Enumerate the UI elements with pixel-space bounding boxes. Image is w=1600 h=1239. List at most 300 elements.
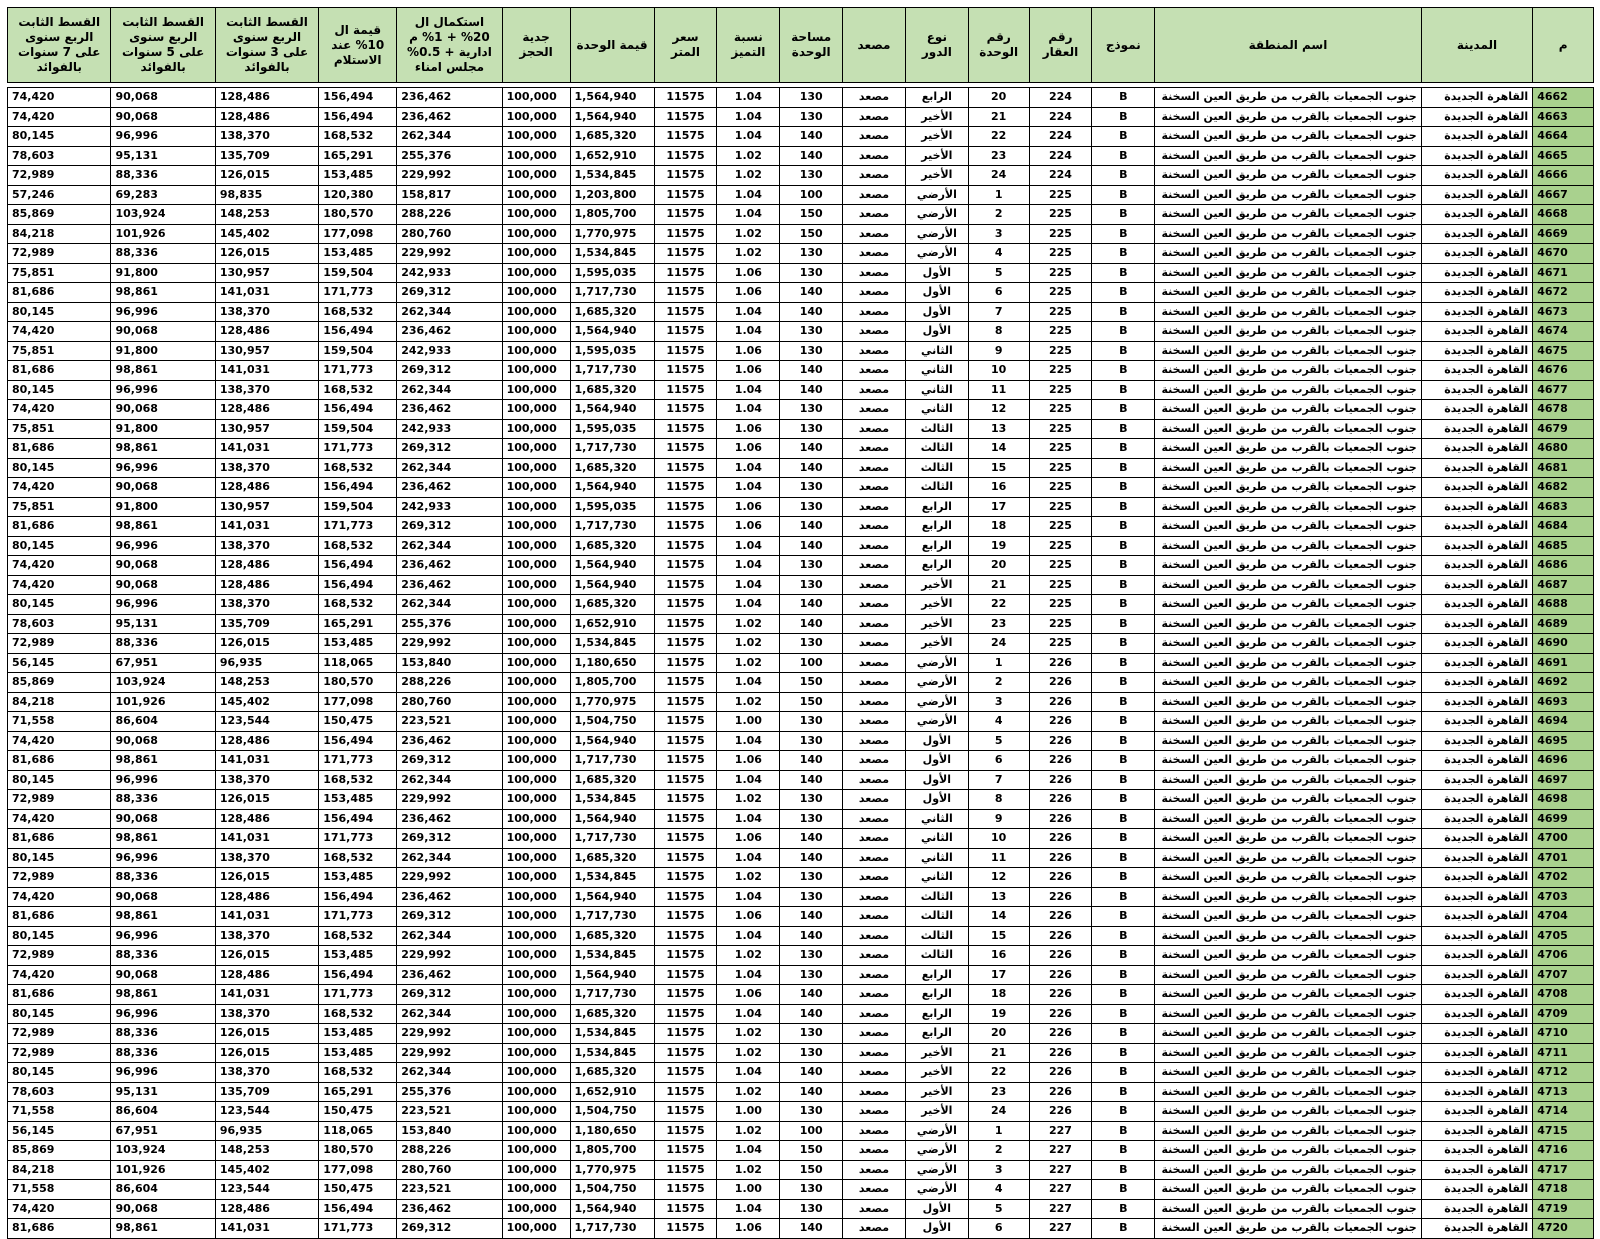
cell-installment-3y: 126,015 xyxy=(215,790,318,810)
cell-premium-ratio: 1.02 xyxy=(717,868,780,888)
cell-elevator: مصعد xyxy=(843,751,906,771)
cell-unit-value: 1,564,940 xyxy=(570,731,654,751)
cell-unit-number: 21 xyxy=(968,107,1029,127)
cell-city: القاهرة الجديدة xyxy=(1421,536,1532,556)
cell-completion-payment: 236,462 xyxy=(397,88,502,108)
cell-booking: 100,000 xyxy=(502,478,570,498)
cell-installment-3y: 130,957 xyxy=(215,263,318,283)
cell-property-number: 226 xyxy=(1029,868,1092,888)
cell-premium-ratio: 1.06 xyxy=(717,263,780,283)
cell-serial: 4683 xyxy=(1533,497,1594,517)
cell-premium-ratio: 1.04 xyxy=(717,575,780,595)
cell-premium-ratio: 1.02 xyxy=(717,1024,780,1044)
cell-elevator: مصعد xyxy=(843,517,906,537)
cell-unit-number: 17 xyxy=(968,965,1029,985)
cell-installment-5y: 98,861 xyxy=(111,517,215,537)
cell-serial: 4694 xyxy=(1533,712,1594,732)
cell-city: القاهرة الجديدة xyxy=(1421,946,1532,966)
cell-serial: 4663 xyxy=(1533,107,1594,127)
cell-premium-ratio: 1.04 xyxy=(717,400,780,420)
cell-delivery-payment: 156,494 xyxy=(319,731,397,751)
cell-delivery-payment: 156,494 xyxy=(319,575,397,595)
cell-delivery-payment: 153,485 xyxy=(319,1043,397,1063)
cell-booking: 100,000 xyxy=(502,595,570,615)
cell-meter-price: 11575 xyxy=(654,458,717,478)
cell-city: القاهرة الجديدة xyxy=(1421,127,1532,147)
cell-installment-3y: 141,031 xyxy=(215,361,318,381)
cell-city: القاهرة الجديدة xyxy=(1421,731,1532,751)
cell-meter-price: 11575 xyxy=(654,1160,717,1180)
cell-installment-7y: 84,218 xyxy=(8,692,111,712)
cell-elevator: مصعد xyxy=(843,107,906,127)
cell-area-name: جنوب الجمعيات بالقرب من طريق العين السخنة xyxy=(1155,1043,1422,1063)
cell-unit-number: 4 xyxy=(968,712,1029,732)
cell-installment-5y: 90,068 xyxy=(111,887,215,907)
table-row xyxy=(8,1102,1594,1122)
cell-property-number: 225 xyxy=(1029,439,1092,459)
cell-city: القاهرة الجديدة xyxy=(1421,419,1532,439)
cell-city: القاهرة الجديدة xyxy=(1421,458,1532,478)
cell-installment-3y: 138,370 xyxy=(215,770,318,790)
cell-property-number: 226 xyxy=(1029,692,1092,712)
cell-serial: 4693 xyxy=(1533,692,1594,712)
cell-floor-type: الأول xyxy=(905,1219,968,1239)
table-row xyxy=(8,556,1594,576)
cell-city: القاهرة الجديدة xyxy=(1421,575,1532,595)
cell-premium-ratio: 1.04 xyxy=(717,478,780,498)
cell-installment-5y: 90,068 xyxy=(111,556,215,576)
cell-installment-7y: 80,145 xyxy=(8,595,111,615)
cell-unit-value: 1,717,730 xyxy=(570,361,654,381)
cell-premium-ratio: 1.04 xyxy=(717,88,780,108)
cell-unit-area: 130 xyxy=(780,887,843,907)
cell-meter-price: 11575 xyxy=(654,1063,717,1083)
cell-area-name: جنوب الجمعيات بالقرب من طريق العين السخنة xyxy=(1155,458,1422,478)
cell-model: B xyxy=(1092,146,1155,166)
cell-installment-5y: 96,996 xyxy=(111,926,215,946)
cell-unit-number: 12 xyxy=(968,868,1029,888)
cell-elevator: مصعد xyxy=(843,790,906,810)
header-installment-3y: القسط الثابت الربع سنوى على 3 سنوات بالفوائد xyxy=(215,8,318,83)
cell-installment-5y: 88,336 xyxy=(111,1024,215,1044)
cell-installment-5y: 95,131 xyxy=(111,614,215,634)
cell-booking: 100,000 xyxy=(502,673,570,693)
cell-installment-3y: 148,253 xyxy=(215,1141,318,1161)
table-row xyxy=(8,185,1594,205)
cell-installment-5y: 101,926 xyxy=(111,692,215,712)
table-row xyxy=(8,1082,1594,1102)
cell-installment-5y: 95,131 xyxy=(111,146,215,166)
cell-floor-type: الثاني xyxy=(905,829,968,849)
cell-city: القاهرة الجديدة xyxy=(1421,1043,1532,1063)
cell-unit-value: 1,534,845 xyxy=(570,1024,654,1044)
cell-serial: 4717 xyxy=(1533,1160,1594,1180)
cell-unit-area: 140 xyxy=(780,536,843,556)
cell-installment-7y: 71,558 xyxy=(8,712,111,732)
cell-premium-ratio: 1.06 xyxy=(717,439,780,459)
cell-meter-price: 11575 xyxy=(654,185,717,205)
cell-model: B xyxy=(1092,809,1155,829)
cell-installment-5y: 91,800 xyxy=(111,497,215,517)
cell-installment-5y: 90,068 xyxy=(111,107,215,127)
cell-city: القاهرة الجديدة xyxy=(1421,1199,1532,1219)
cell-completion-payment: 153,840 xyxy=(397,653,502,673)
cell-installment-7y: 85,869 xyxy=(8,205,111,225)
cell-area-name: جنوب الجمعيات بالقرب من طريق العين السخنة xyxy=(1155,341,1422,361)
cell-floor-type: الثالث xyxy=(905,926,968,946)
cell-serial: 4665 xyxy=(1533,146,1594,166)
cell-installment-5y: 98,861 xyxy=(111,1219,215,1239)
cell-unit-area: 140 xyxy=(780,127,843,147)
cell-elevator: مصعد xyxy=(843,614,906,634)
cell-unit-number: 22 xyxy=(968,1063,1029,1083)
cell-elevator: مصعد xyxy=(843,380,906,400)
cell-installment-5y: 96,996 xyxy=(111,127,215,147)
cell-installment-7y: 74,420 xyxy=(8,400,111,420)
cell-area-name: جنوب الجمعيات بالقرب من طريق العين السخنة xyxy=(1155,692,1422,712)
cell-installment-7y: 84,218 xyxy=(8,1160,111,1180)
cell-unit-value: 1,652,910 xyxy=(570,146,654,166)
cell-delivery-payment: 156,494 xyxy=(319,556,397,576)
cell-elevator: مصعد xyxy=(843,1102,906,1122)
cell-premium-ratio: 1.02 xyxy=(717,166,780,186)
cell-model: B xyxy=(1092,1141,1155,1161)
cell-unit-number: 24 xyxy=(968,166,1029,186)
cell-unit-number: 8 xyxy=(968,322,1029,342)
cell-elevator: مصعد xyxy=(843,224,906,244)
cell-city: القاهرة الجديدة xyxy=(1421,868,1532,888)
cell-installment-3y: 123,544 xyxy=(215,712,318,732)
cell-installment-3y: 128,486 xyxy=(215,575,318,595)
cell-completion-payment: 223,521 xyxy=(397,712,502,732)
cell-premium-ratio: 1.04 xyxy=(717,770,780,790)
cell-delivery-payment: 118,065 xyxy=(319,1121,397,1141)
cell-installment-3y: 130,957 xyxy=(215,497,318,517)
cell-booking: 100,000 xyxy=(502,1219,570,1239)
cell-model: B xyxy=(1092,107,1155,127)
cell-area-name: جنوب الجمعيات بالقرب من طريق العين السخنة xyxy=(1155,517,1422,537)
cell-unit-number: 23 xyxy=(968,146,1029,166)
cell-elevator: مصعد xyxy=(843,244,906,264)
cell-property-number: 225 xyxy=(1029,634,1092,654)
cell-unit-area: 130 xyxy=(780,868,843,888)
cell-delivery-payment: 168,532 xyxy=(319,770,397,790)
cell-completion-payment: 242,933 xyxy=(397,263,502,283)
table-body xyxy=(8,88,1594,1239)
cell-unit-area: 130 xyxy=(780,1180,843,1200)
cell-delivery-payment: 156,494 xyxy=(319,887,397,907)
cell-serial: 4701 xyxy=(1533,848,1594,868)
table-row xyxy=(8,341,1594,361)
table-row xyxy=(8,380,1594,400)
cell-serial: 4719 xyxy=(1533,1199,1594,1219)
cell-unit-number: 9 xyxy=(968,341,1029,361)
cell-unit-value: 1,770,975 xyxy=(570,692,654,712)
table-row xyxy=(8,809,1594,829)
cell-unit-area: 130 xyxy=(780,965,843,985)
cell-floor-type: الثاني xyxy=(905,848,968,868)
cell-installment-5y: 103,924 xyxy=(111,205,215,225)
cell-meter-price: 11575 xyxy=(654,224,717,244)
cell-unit-area: 140 xyxy=(780,829,843,849)
cell-area-name: جنوب الجمعيات بالقرب من طريق العين السخنة xyxy=(1155,1082,1422,1102)
cell-property-number: 226 xyxy=(1029,946,1092,966)
cell-unit-number: 1 xyxy=(968,185,1029,205)
table-row xyxy=(8,1141,1594,1161)
cell-meter-price: 11575 xyxy=(654,1082,717,1102)
cell-serial: 4691 xyxy=(1533,653,1594,673)
cell-serial: 4674 xyxy=(1533,322,1594,342)
cell-installment-7y: 81,686 xyxy=(8,985,111,1005)
cell-city: القاهرة الجديدة xyxy=(1421,673,1532,693)
table-row xyxy=(8,712,1594,732)
cell-booking: 100,000 xyxy=(502,1043,570,1063)
cell-area-name: جنوب الجمعيات بالقرب من طريق العين السخنة xyxy=(1155,283,1422,303)
cell-unit-area: 140 xyxy=(780,380,843,400)
cell-unit-value: 1,717,730 xyxy=(570,517,654,537)
cell-delivery-payment: 171,773 xyxy=(319,1219,397,1239)
cell-installment-3y: 128,486 xyxy=(215,731,318,751)
cell-model: B xyxy=(1092,166,1155,186)
cell-installment-3y: 138,370 xyxy=(215,458,318,478)
cell-unit-area: 130 xyxy=(780,107,843,127)
cell-property-number: 226 xyxy=(1029,731,1092,751)
cell-delivery-payment: 171,773 xyxy=(319,439,397,459)
cell-booking: 100,000 xyxy=(502,770,570,790)
cell-floor-type: الثالث xyxy=(905,439,968,459)
cell-delivery-payment: 171,773 xyxy=(319,361,397,381)
cell-booking: 100,000 xyxy=(502,1160,570,1180)
cell-booking: 100,000 xyxy=(502,107,570,127)
cell-premium-ratio: 1.06 xyxy=(717,517,780,537)
cell-model: B xyxy=(1092,127,1155,147)
cell-area-name: جنوب الجمعيات بالقرب من طريق العين السخنة xyxy=(1155,1004,1422,1024)
cell-completion-payment: 236,462 xyxy=(397,731,502,751)
cell-premium-ratio: 1.02 xyxy=(717,244,780,264)
cell-booking: 100,000 xyxy=(502,1102,570,1122)
cell-unit-number: 4 xyxy=(968,244,1029,264)
cell-area-name: جنوب الجمعيات بالقرب من طريق العين السخنة xyxy=(1155,1160,1422,1180)
cell-completion-payment: 236,462 xyxy=(397,809,502,829)
cell-property-number: 227 xyxy=(1029,1121,1092,1141)
cell-floor-type: الأول xyxy=(905,770,968,790)
cell-unit-number: 23 xyxy=(968,614,1029,634)
cell-floor-type: الرابع xyxy=(905,1024,968,1044)
cell-delivery-payment: 168,532 xyxy=(319,380,397,400)
cell-premium-ratio: 1.02 xyxy=(717,1121,780,1141)
cell-installment-5y: 90,068 xyxy=(111,1199,215,1219)
cell-city: القاهرة الجديدة xyxy=(1421,790,1532,810)
cell-area-name: جنوب الجمعيات بالقرب من طريق العين السخنة xyxy=(1155,127,1422,147)
table-row xyxy=(8,692,1594,712)
cell-floor-type: الثاني xyxy=(905,361,968,381)
cell-serial: 4676 xyxy=(1533,361,1594,381)
cell-unit-value: 1,534,845 xyxy=(570,946,654,966)
cell-premium-ratio: 1.00 xyxy=(717,1180,780,1200)
cell-meter-price: 11575 xyxy=(654,1024,717,1044)
cell-floor-type: الأخير xyxy=(905,107,968,127)
cell-elevator: مصعد xyxy=(843,595,906,615)
table-row xyxy=(8,127,1594,147)
cell-floor-type: الأرضي xyxy=(905,1141,968,1161)
cell-completion-payment: 269,312 xyxy=(397,283,502,303)
cell-completion-payment: 262,344 xyxy=(397,595,502,615)
cell-delivery-payment: 168,532 xyxy=(319,1063,397,1083)
cell-installment-7y: 74,420 xyxy=(8,965,111,985)
cell-unit-area: 130 xyxy=(780,1024,843,1044)
cell-model: B xyxy=(1092,224,1155,244)
cell-area-name: جنوب الجمعيات بالقرب من طريق العين السخنة xyxy=(1155,263,1422,283)
cell-unit-value: 1,805,700 xyxy=(570,1141,654,1161)
cell-installment-5y: 103,924 xyxy=(111,1141,215,1161)
cell-area-name: جنوب الجمعيات بالقرب من طريق العين السخنة xyxy=(1155,575,1422,595)
cell-elevator: مصعد xyxy=(843,1004,906,1024)
cell-serial: 4698 xyxy=(1533,790,1594,810)
cell-unit-number: 1 xyxy=(968,653,1029,673)
cell-completion-payment: 229,992 xyxy=(397,790,502,810)
cell-installment-7y: 75,851 xyxy=(8,341,111,361)
cell-unit-area: 130 xyxy=(780,166,843,186)
cell-unit-number: 7 xyxy=(968,770,1029,790)
cell-city: القاهرة الجديدة xyxy=(1421,224,1532,244)
cell-model: B xyxy=(1092,419,1155,439)
cell-premium-ratio: 1.02 xyxy=(717,224,780,244)
cell-model: B xyxy=(1092,380,1155,400)
cell-city: القاهرة الجديدة xyxy=(1421,848,1532,868)
table-row xyxy=(8,595,1594,615)
cell-property-number: 225 xyxy=(1029,478,1092,498)
cell-property-number: 226 xyxy=(1029,770,1092,790)
cell-booking: 100,000 xyxy=(502,361,570,381)
cell-elevator: مصعد xyxy=(843,302,906,322)
cell-premium-ratio: 1.02 xyxy=(717,614,780,634)
cell-unit-area: 140 xyxy=(780,302,843,322)
cell-completion-payment: 262,344 xyxy=(397,770,502,790)
cell-serial: 4670 xyxy=(1533,244,1594,264)
cell-unit-number: 11 xyxy=(968,380,1029,400)
cell-booking: 100,000 xyxy=(502,614,570,634)
cell-floor-type: الأرضي xyxy=(905,712,968,732)
cell-installment-7y: 85,869 xyxy=(8,1141,111,1161)
cell-premium-ratio: 1.04 xyxy=(717,127,780,147)
table-row xyxy=(8,907,1594,927)
cell-installment-5y: 96,996 xyxy=(111,595,215,615)
cell-installment-5y: 96,996 xyxy=(111,1063,215,1083)
cell-installment-7y: 74,420 xyxy=(8,731,111,751)
cell-premium-ratio: 1.04 xyxy=(717,536,780,556)
cell-installment-3y: 145,402 xyxy=(215,692,318,712)
cell-unit-area: 100 xyxy=(780,185,843,205)
cell-city: القاهرة الجديدة xyxy=(1421,283,1532,303)
cell-model: B xyxy=(1092,263,1155,283)
table-row xyxy=(8,985,1594,1005)
cell-completion-payment: 280,760 xyxy=(397,692,502,712)
cell-elevator: مصعد xyxy=(843,556,906,576)
cell-area-name: جنوب الجمعيات بالقرب من طريق العين السخنة xyxy=(1155,634,1422,654)
cell-completion-payment: 229,992 xyxy=(397,166,502,186)
cell-premium-ratio: 1.06 xyxy=(717,361,780,381)
cell-delivery-payment: 156,494 xyxy=(319,400,397,420)
cell-completion-payment: 269,312 xyxy=(397,829,502,849)
cell-completion-payment: 269,312 xyxy=(397,517,502,537)
cell-booking: 100,000 xyxy=(502,887,570,907)
cell-property-number: 225 xyxy=(1029,458,1092,478)
cell-meter-price: 11575 xyxy=(654,88,717,108)
cell-property-number: 226 xyxy=(1029,907,1092,927)
table-row xyxy=(8,1004,1594,1024)
cell-installment-5y: 88,336 xyxy=(111,1043,215,1063)
header-meter-price: سعر المتر xyxy=(654,8,717,83)
cell-installment-3y: 141,031 xyxy=(215,829,318,849)
cell-installment-5y: 88,336 xyxy=(111,166,215,186)
cell-property-number: 224 xyxy=(1029,166,1092,186)
cell-meter-price: 11575 xyxy=(654,1102,717,1122)
cell-property-number: 226 xyxy=(1029,926,1092,946)
cell-booking: 100,000 xyxy=(502,965,570,985)
cell-elevator: مصعد xyxy=(843,946,906,966)
cell-elevator: مصعد xyxy=(843,497,906,517)
cell-area-name: جنوب الجمعيات بالقرب من طريق العين السخنة xyxy=(1155,926,1422,946)
table-row xyxy=(8,653,1594,673)
cell-delivery-payment: 168,532 xyxy=(319,536,397,556)
cell-property-number: 226 xyxy=(1029,829,1092,849)
cell-elevator: مصعد xyxy=(843,1024,906,1044)
table-row xyxy=(8,575,1594,595)
cell-property-number: 224 xyxy=(1029,146,1092,166)
cell-unit-area: 100 xyxy=(780,1121,843,1141)
cell-property-number: 225 xyxy=(1029,283,1092,303)
cell-installment-5y: 98,861 xyxy=(111,283,215,303)
cell-model: B xyxy=(1092,400,1155,420)
cell-model: B xyxy=(1092,1121,1155,1141)
cell-unit-area: 150 xyxy=(780,224,843,244)
cell-city: القاهرة الجديدة xyxy=(1421,907,1532,927)
cell-unit-number: 23 xyxy=(968,1082,1029,1102)
cell-installment-5y: 86,604 xyxy=(111,712,215,732)
cell-floor-type: الأول xyxy=(905,263,968,283)
cell-installment-7y: 57,246 xyxy=(8,185,111,205)
cell-serial: 4681 xyxy=(1533,458,1594,478)
cell-unit-value: 1,717,730 xyxy=(570,751,654,771)
cell-unit-number: 7 xyxy=(968,302,1029,322)
cell-installment-3y: 141,031 xyxy=(215,517,318,537)
cell-area-name: جنوب الجمعيات بالقرب من طريق العين السخنة xyxy=(1155,751,1422,771)
cell-installment-5y: 96,996 xyxy=(111,302,215,322)
cell-unit-value: 1,770,975 xyxy=(570,1160,654,1180)
cell-area-name: جنوب الجمعيات بالقرب من طريق العين السخنة xyxy=(1155,205,1422,225)
cell-city: القاهرة الجديدة xyxy=(1421,400,1532,420)
cell-installment-5y: 90,068 xyxy=(111,478,215,498)
cell-installment-7y: 74,420 xyxy=(8,575,111,595)
cell-unit-value: 1,685,320 xyxy=(570,1004,654,1024)
table-row xyxy=(8,439,1594,459)
cell-delivery-payment: 150,475 xyxy=(319,1180,397,1200)
price-list-sheet xyxy=(7,7,1594,1239)
cell-completion-payment: 229,992 xyxy=(397,634,502,654)
cell-unit-area: 140 xyxy=(780,1082,843,1102)
cell-installment-5y: 88,336 xyxy=(111,946,215,966)
cell-installment-3y: 128,486 xyxy=(215,556,318,576)
cell-unit-number: 15 xyxy=(968,926,1029,946)
cell-installment-3y: 138,370 xyxy=(215,1004,318,1024)
cell-meter-price: 11575 xyxy=(654,965,717,985)
header-unit-number: رقم الوحدة xyxy=(968,8,1029,83)
cell-installment-7y: 74,420 xyxy=(8,88,111,108)
cell-area-name: جنوب الجمعيات بالقرب من طريق العين السخنة xyxy=(1155,380,1422,400)
cell-unit-area: 100 xyxy=(780,653,843,673)
cell-delivery-payment: 150,475 xyxy=(319,712,397,732)
cell-meter-price: 11575 xyxy=(654,751,717,771)
